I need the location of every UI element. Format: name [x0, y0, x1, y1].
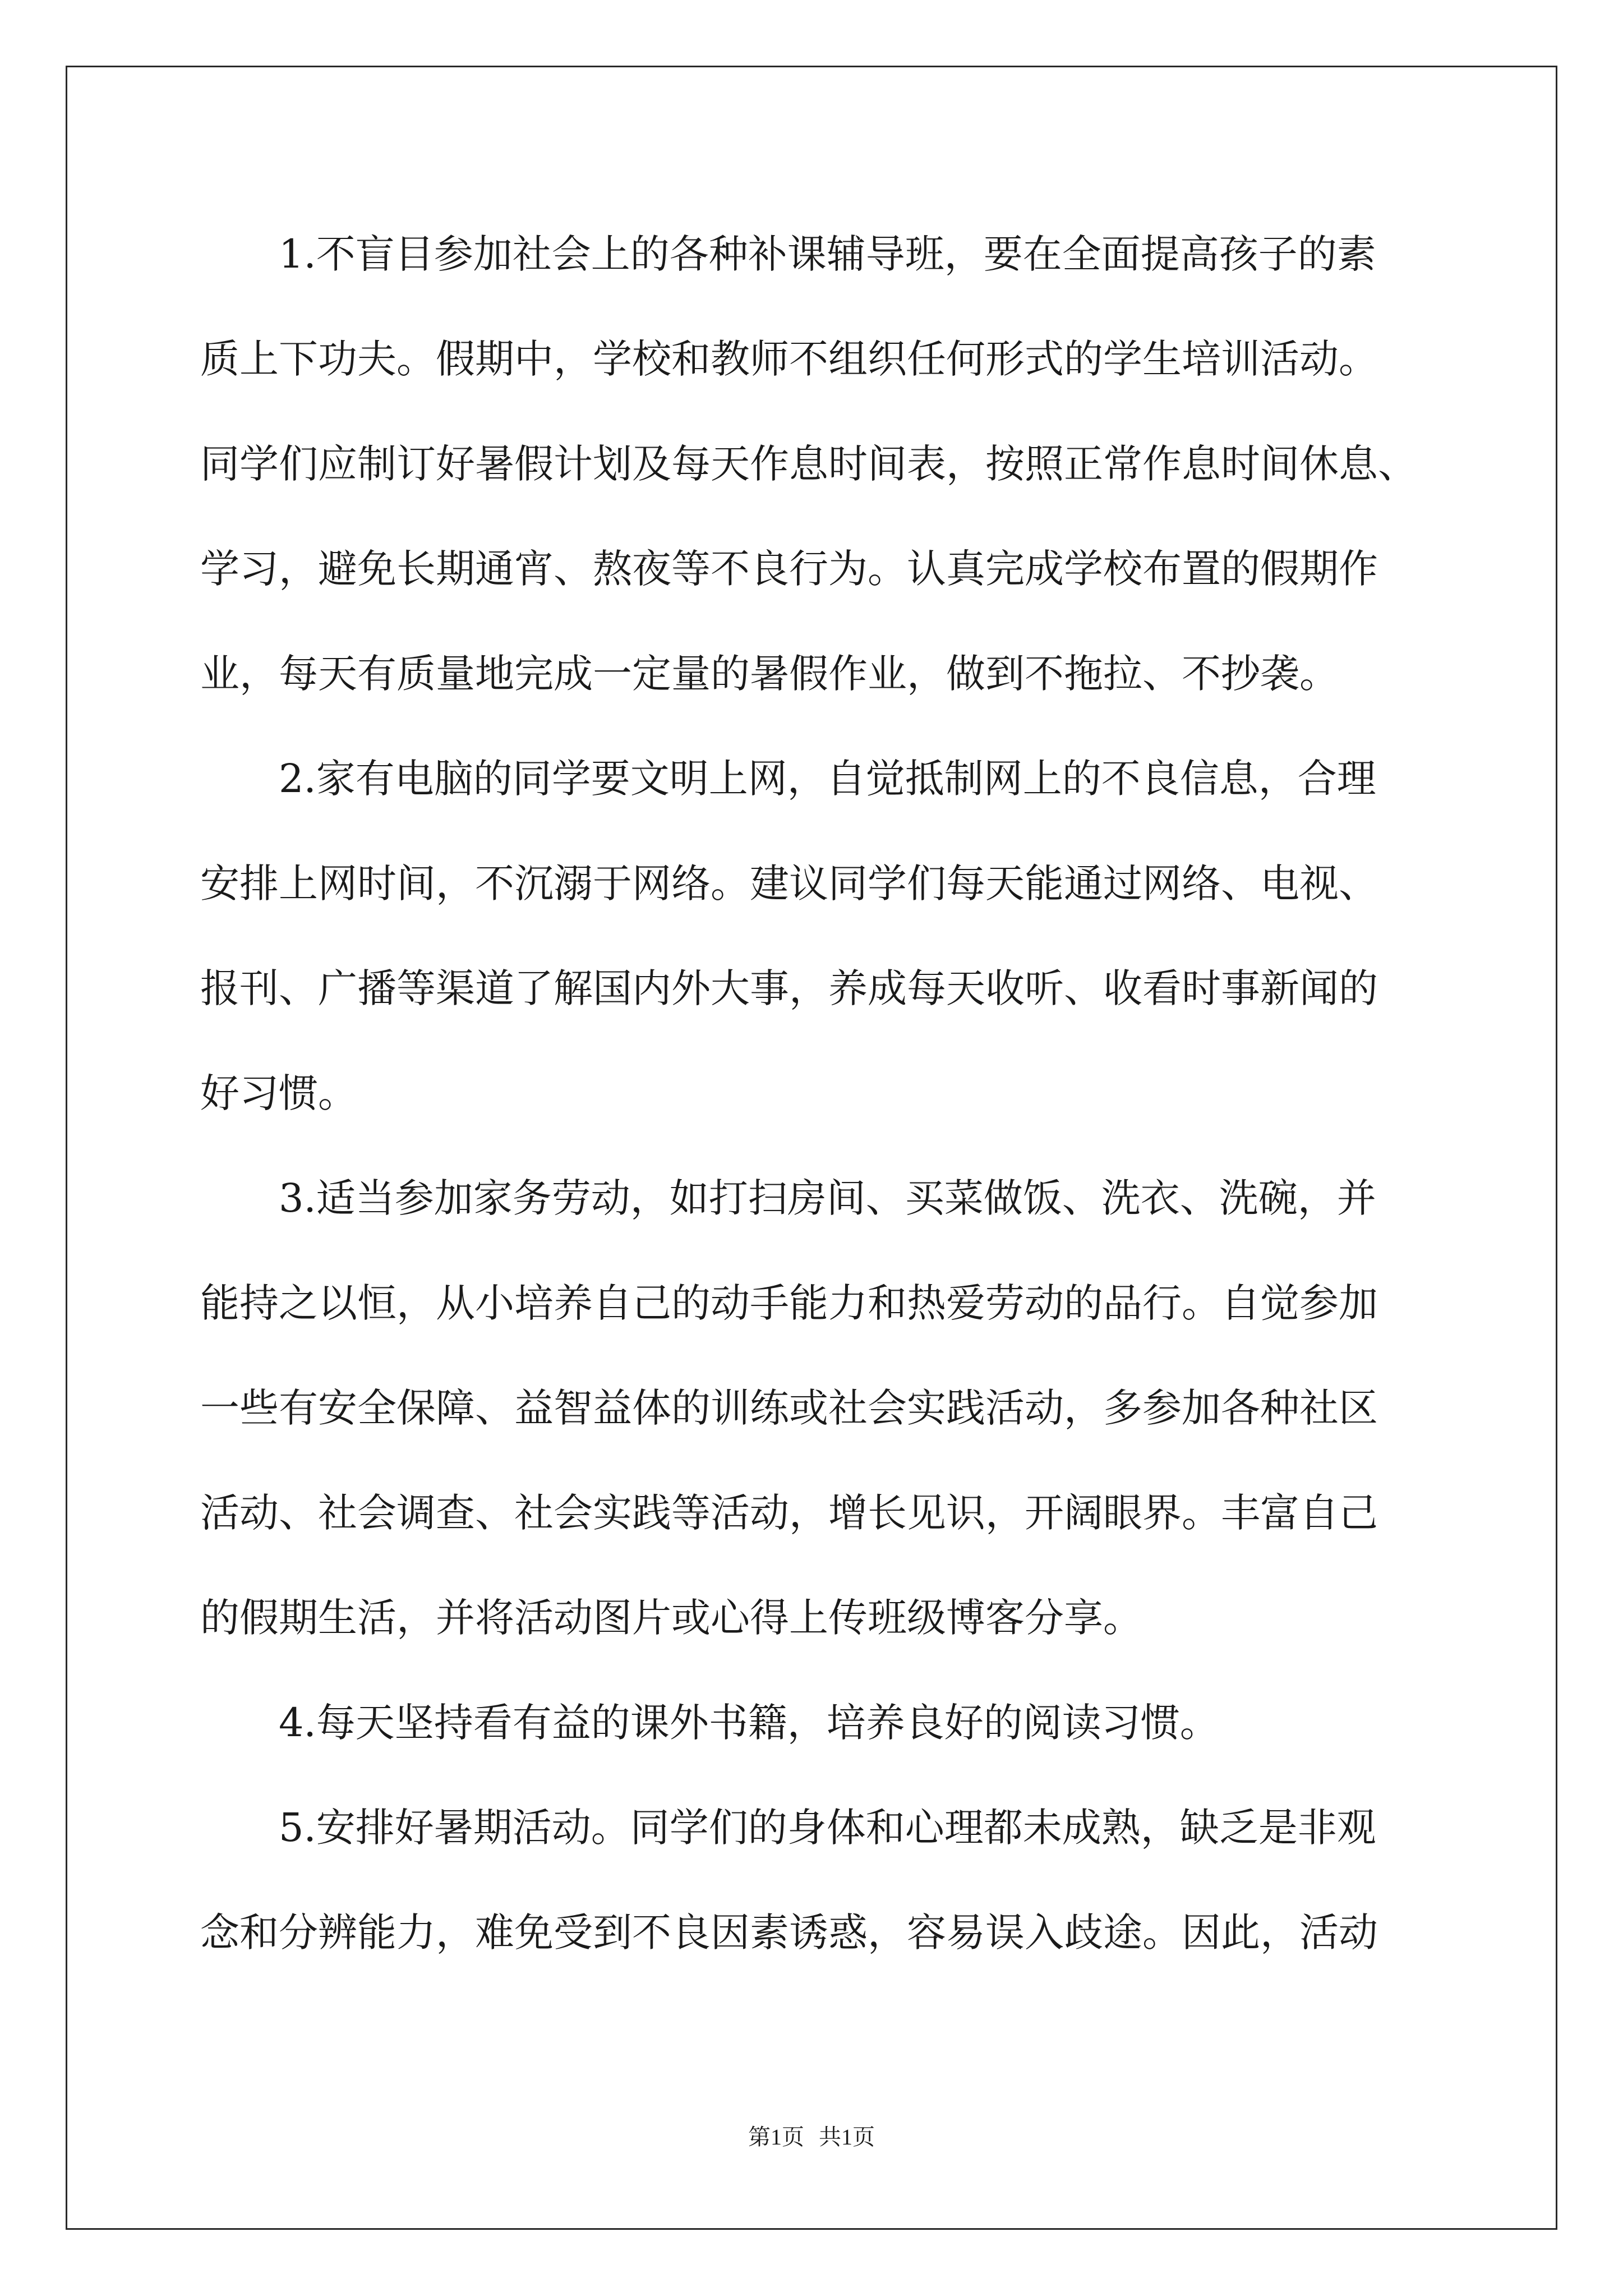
paragraph-5-line-2: 念和分辨能力，难免受到不良因素诱惑，容易误入歧途。因此，活动: [200, 1910, 1378, 1955]
paragraph-1-line-2: 质上下功夫。假期中，学校和教师不组织任何形式的学生培训活动。: [200, 336, 1378, 382]
page-footer: [0, 2120, 1623, 2154]
paragraph-1-line-4: 学习，避免长期通宵、熬夜等不良行为。认真完成学校布置的假期作: [200, 546, 1378, 592]
page-number-total: 共1页: [819, 2124, 875, 2150]
paragraph-5-line-1: 5.安排好暑期活动。同学们的身体和心理都未成熟，缺乏是非观: [279, 1805, 1376, 1851]
paragraph-3-line-5: 的假期生活，并将活动图片或心得上传班级博客分享。: [200, 1595, 1142, 1641]
paragraph-2-line-1: 2.家有电脑的同学要文明上网，自觉抵制网上的不良信息，合理: [279, 756, 1376, 802]
paragraph-1-line-5: 业，每天有质量地完成一定量的暑假作业，做到不拖拉、不抄袭。: [200, 651, 1339, 697]
paragraph-2-line-3: 报刊、广播等渠道了解国内外大事，养成每天收听、收看时事新闻的: [200, 965, 1378, 1011]
paragraph-1-line-1: 1.不盲目参加社会上的各种补课辅导班，要在全面提高孩子的素: [279, 231, 1376, 277]
page-number-current: 第1页: [748, 2124, 804, 2150]
paragraph-1-line-3: 同学们应制订好暑假计划及每天作息时间表，按照正常作息时间休息、: [200, 441, 1417, 487]
paragraph-4-line-1: 4.每天坚持看有益的课外书籍，培养良好的阅读习惯。: [279, 1700, 1219, 1746]
paragraph-2-line-2: 安排上网时间，不沉溺于网络。建议同学们每天能通过网络、电视、: [200, 861, 1378, 907]
paragraph-3-line-4: 活动、社会调查、社会实践等活动，增长见识，开阔眼界。丰富自己: [200, 1490, 1378, 1536]
paragraph-3-line-3: 一些有安全保障、益智益体的训练或社会实践活动，多参加各种社区: [200, 1385, 1378, 1431]
paragraph-3-line-2: 能持之以恒，从小培养自己的动手能力和热爱劳动的品行。自觉参加: [200, 1280, 1378, 1326]
paragraph-3-line-1: 3.适当参加家务劳动，如打扫房间、买菜做饭、洗衣、洗碗，并: [279, 1175, 1376, 1221]
paragraph-2-line-4: 好习惯。: [200, 1070, 357, 1116]
